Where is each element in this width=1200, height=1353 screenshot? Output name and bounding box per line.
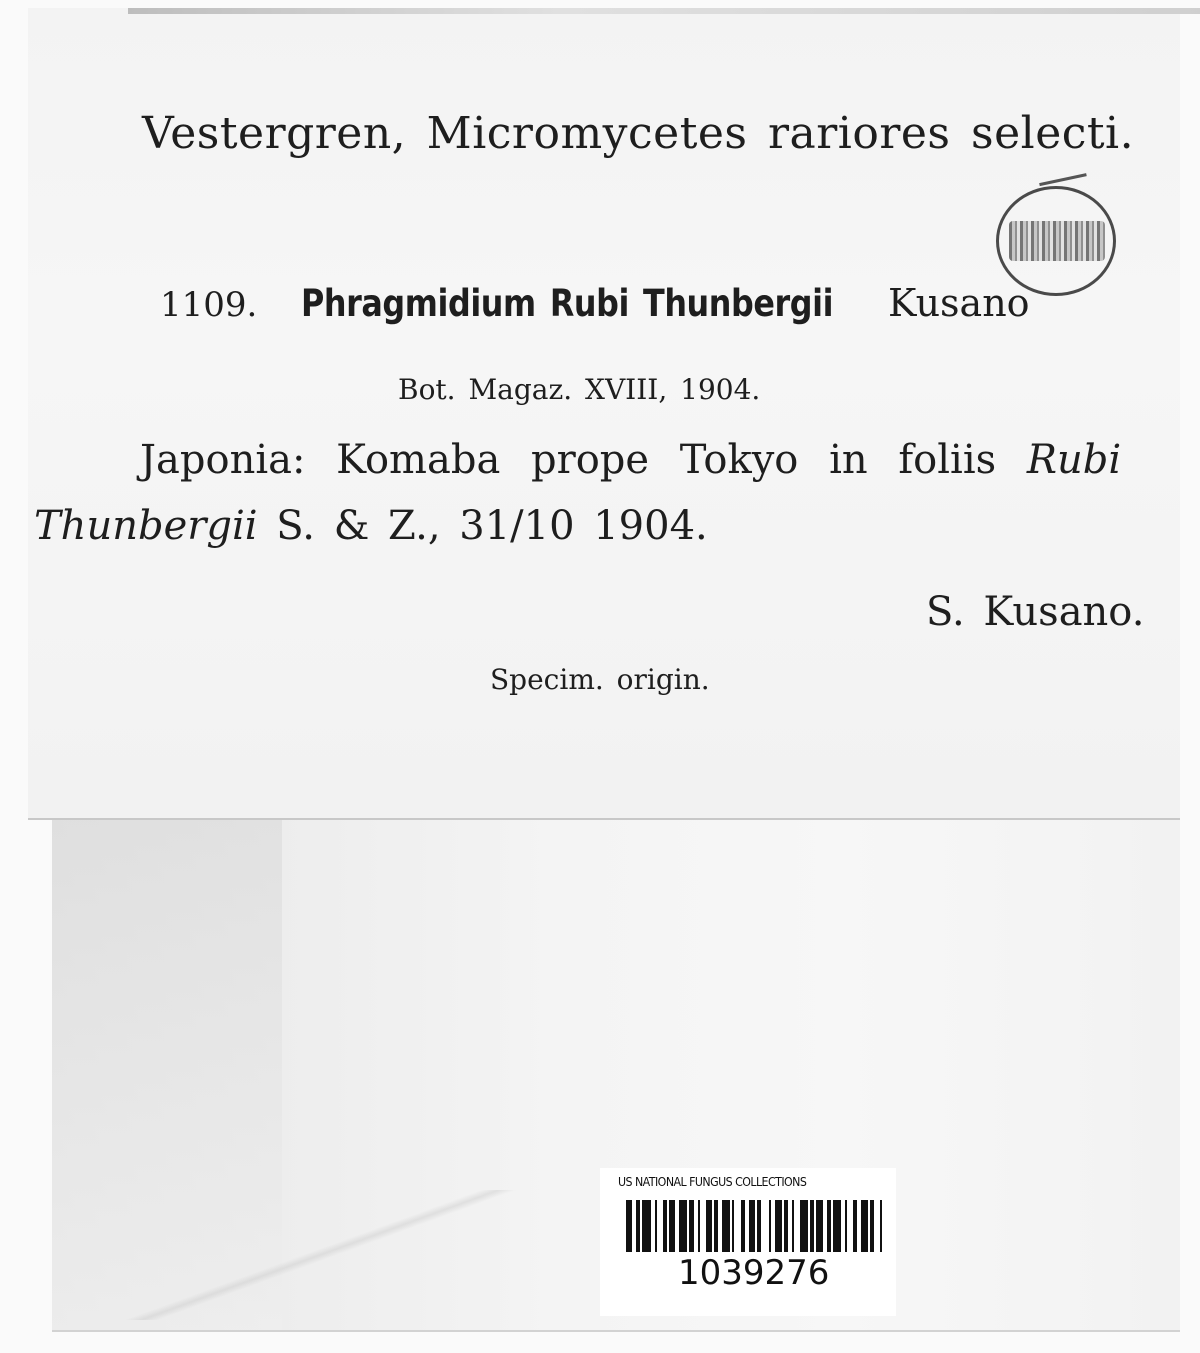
barcode-number: 1039276	[678, 1253, 830, 1293]
barcode-title: US NATIONAL FUNGUS COLLECTIONS	[618, 1175, 807, 1189]
label-edge	[128, 8, 1200, 14]
species-name: Phragmidium Rubi Thunbergii	[301, 282, 834, 325]
publication-reference: Bot. Magaz. XVIII, 1904.	[398, 373, 761, 406]
locality-line-1	[140, 437, 1122, 483]
herbarium-stamp-icon	[996, 186, 1116, 296]
species-author: Kusano	[888, 281, 1030, 325]
locality-line-2	[34, 503, 708, 549]
specimen-note: Specim. origin.	[490, 663, 710, 696]
exsiccata-number: 1109.	[160, 285, 258, 325]
host-genus: Rubi	[1026, 437, 1122, 483]
species-line	[160, 281, 1030, 325]
host-authority-date: S. & Z., 31/10 1904.	[276, 503, 708, 549]
host-epithet: Thunbergii	[34, 503, 258, 549]
label-heading: Vestergren, Micromycetes rariores selecti.	[142, 108, 1135, 159]
barcode-icon	[626, 1200, 886, 1252]
packet-fold-crease	[60, 1190, 580, 1320]
stamp-lettering	[1009, 221, 1105, 261]
collector-name: S. Kusano.	[926, 589, 1145, 635]
locality-text: Japonia: Komaba prope Tokyo in foliis	[140, 437, 997, 483]
